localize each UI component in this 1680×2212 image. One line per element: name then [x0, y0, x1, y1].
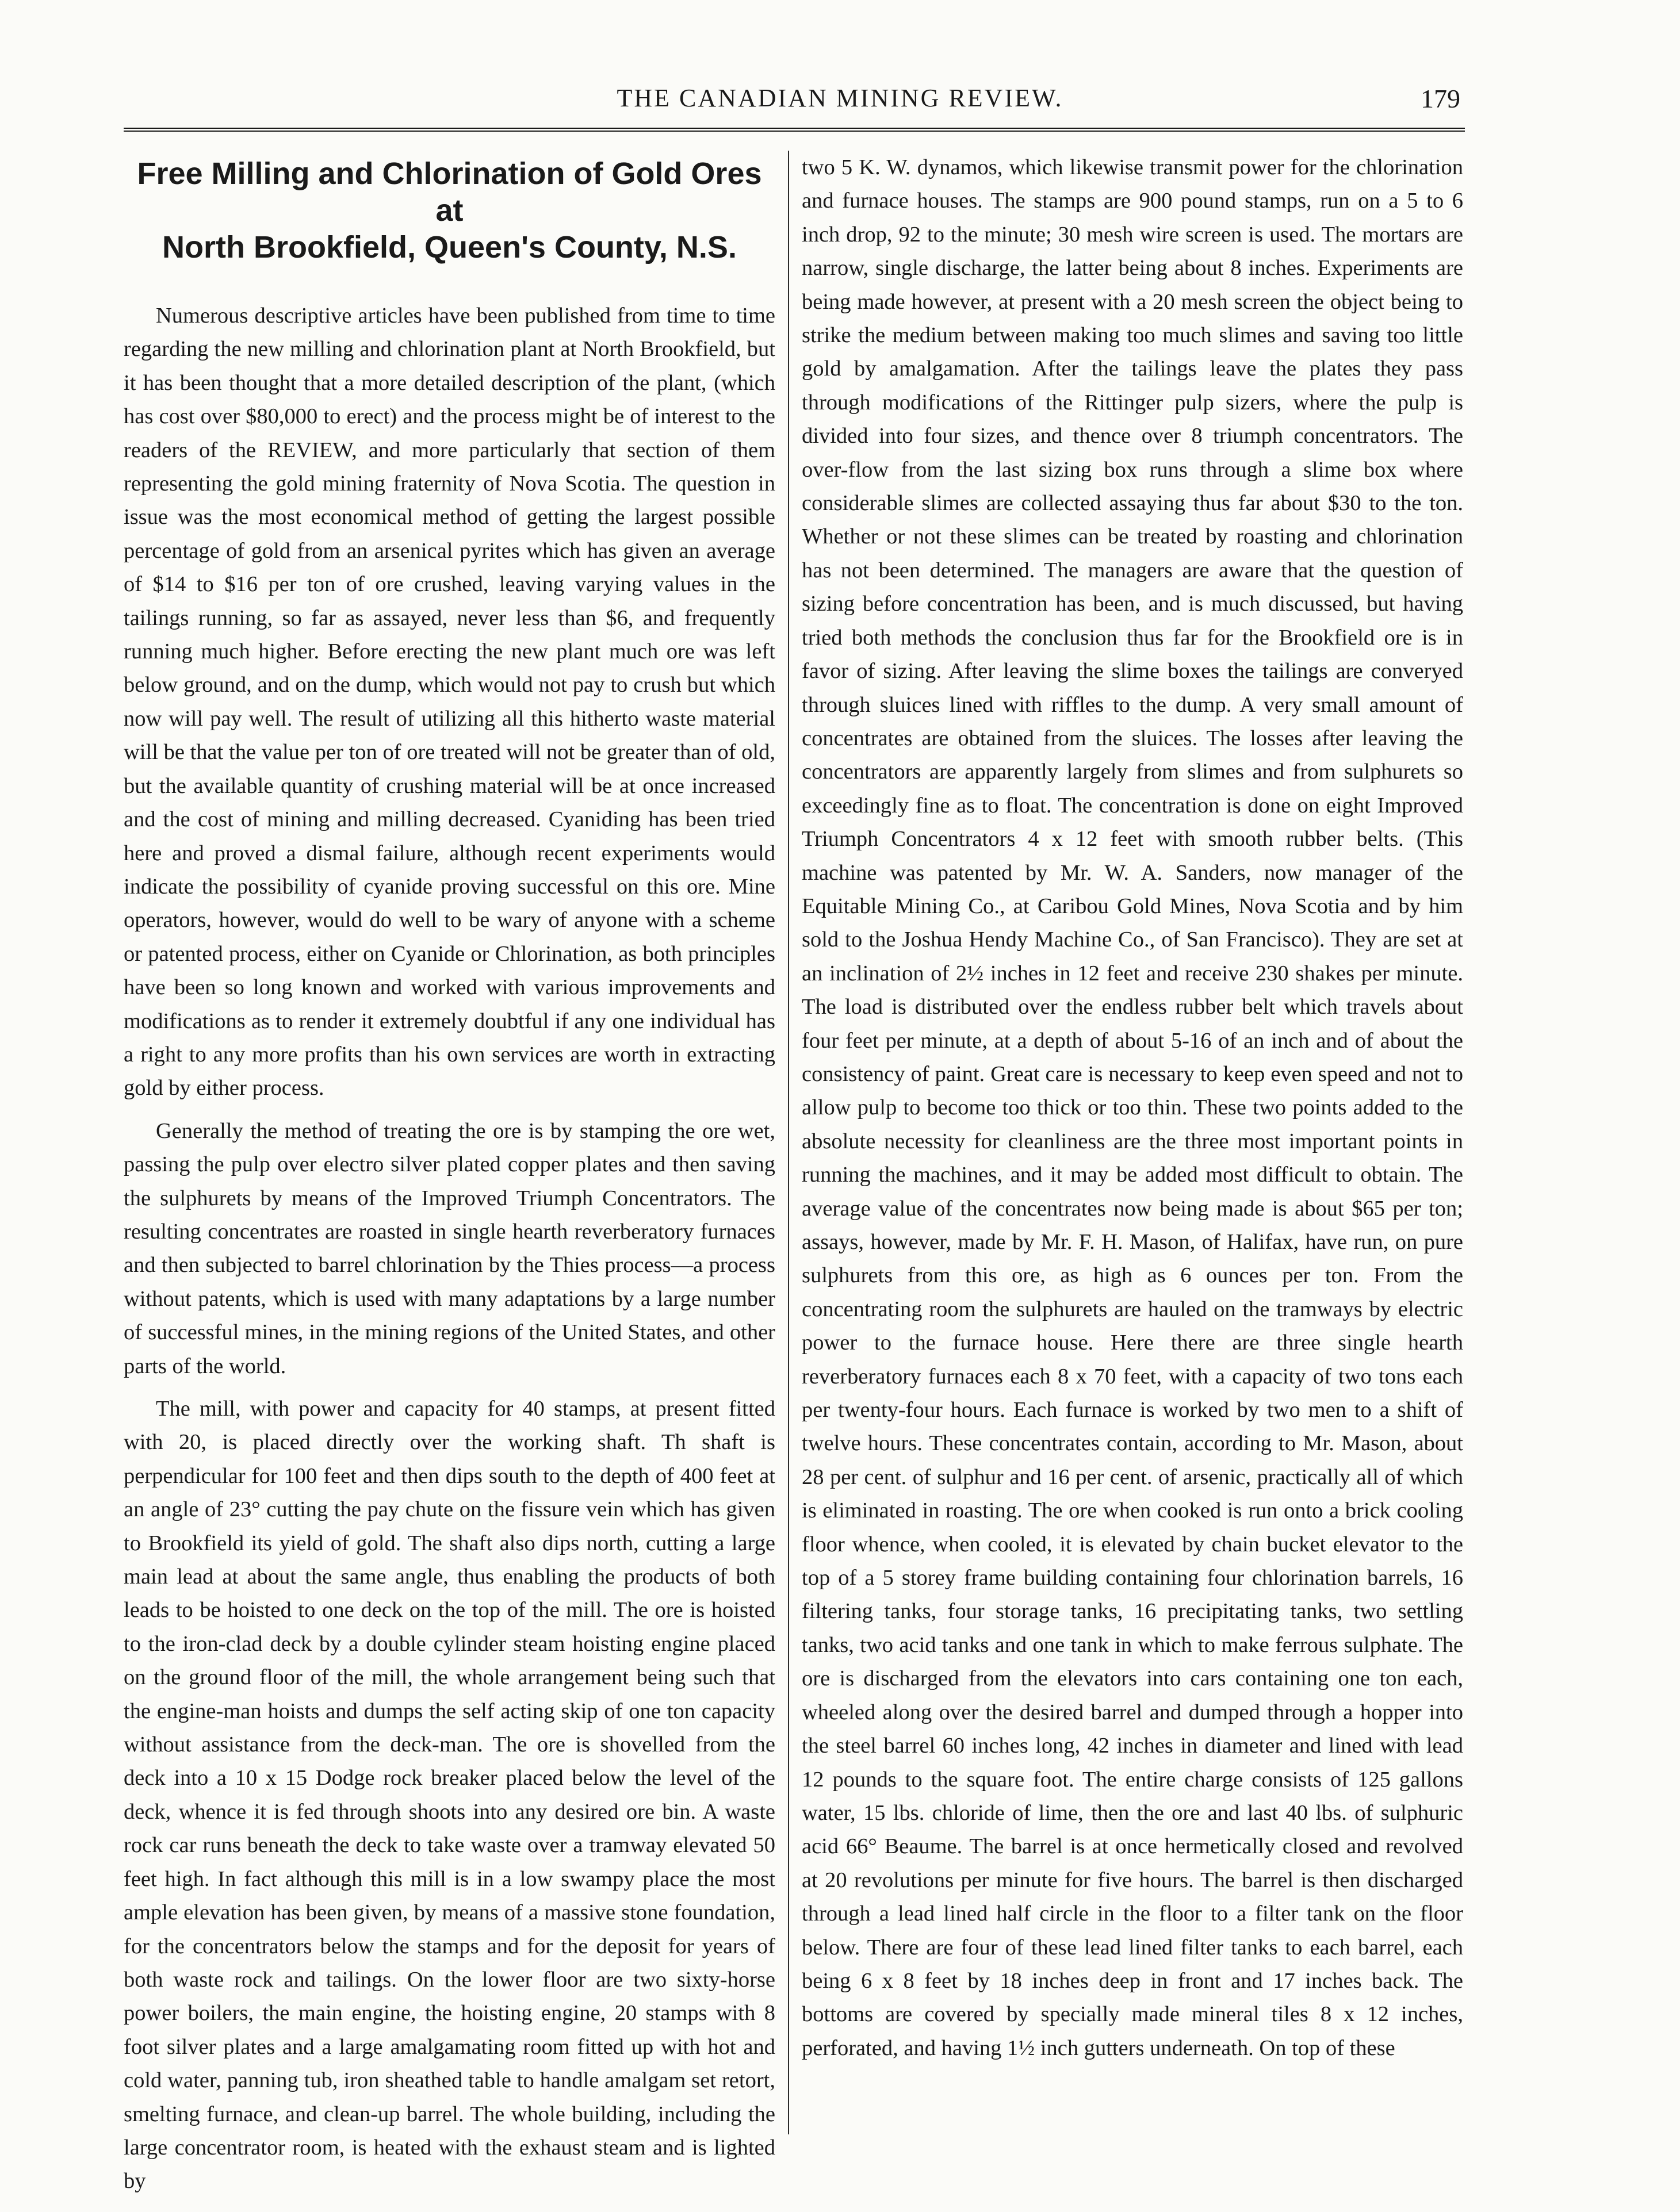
paragraph: Numerous descriptive articles have been published from time to time regarding the new milling and chlorination plant at North Brookfield, but it has been thought that a more detailed description of the plant, (which has cost over $80,000 to erect) and the process might be of interest to the readers of the REVIEW, and more particularly that section of them representing the gold mining fraternity of Nova Scotia. The question in issue was the most economical method of getting the largest possible percentage of gold from an arsenical pyrites which has given an average of $14 to $16 per ton of ore crushed, leaving varying values in the tailings running, so far as assayed, never less than $6, and frequently running much higher. Before erecting the new plant much ore was left below ground, and on the dump, which would not pay to crush but which now will pay well. The result of utilizing all this hitherto waste material will be that the value per ton of ore treated will not be greater than of old, but the available quantity of crushing material will be at once increased and the cost of mining and milling decreased. Cyaniding has been tried here and proved a dismal failure, although recent experiments would indicate the possibility of cyanide proving successful on this ore. Mine operators, however, would do well to be wary of anyone with a scheme or patented process, either on Cyanide or Chlorination, as both principles have been so long known and worked with various improvements and modifications as to render it extremely doubtful if any one individual has a right to any more profits than his own services are worth in extracting gold by either process.: [124, 304, 775, 1101]
article-title-line-1: Free Milling and Chlorination of Gold Ores at: [137, 156, 762, 228]
left-column: [124, 151, 775, 2207]
right-column: [802, 151, 1463, 2074]
paragraph-continued: two 5 K. W. dynamos, which likewise transmit power for the chlorination and furnace houses. The stamps are 900 pound stamps, run on a 5 to 6 inch drop, 92 to the minute; 30 mesh wire screen is used. The mortars are narrow, single discharge, the latter being about 8 inches. Experiments are being made however, at present with a 20 mesh screen the object being to strike the medium between making too much slimes and saving too little gold by amalgamation. After the tailings leave the plates they pass through modifications of the Rittinger pulp sizers, where the pulp is divided into four sizes, and thence over 8 triumph concentrators. The over-flow from the last sizing box runs through a slime box where considerable slimes are collected assaying thus far about $30 to the ton. Whether or not these slimes can be treated by roasting and chlorination has not been determined. The managers are aware that the question of sizing before concentration has been, and is much discussed, but having tried both methods the conclusion thus far for the Brookfield ore is in favor of sizing. After leaving the slime boxes the tailings are converyed through sluices lined with riffles to the dump. A very small amount of concentrates are obtained from the sluices. The losses after leaving the concentrators are apparently largely from slimes and from sulphurets so exceedingly fine as to float. The concentration is done on eight Improved Triumph Concentrators 4 x 12 feet with smooth rubber belts. (This machine was patented by Mr. W. A. Sanders, now manager of the Equitable Mining Co., at Caribou Gold Mines, Nova Scotia and by him sold to the Joshua Hendy Machine Co., of San Francisco). They are set at an inclination of 2½ inches in 12 feet and receive 230 shakes per minute. The load is distributed over the endless rubber belt which travels about four feet per minute, at a depth of about 5-16 of an inch and of about the consistency of paint. Great care is necessary to keep even speed and not to allow pulp to become too thick or too thin. These two points added to the absolute necessity for cleanliness are the three most important points in running the machines, and it may be added most difficult to obtain. The average value of the concentrates now being made is about $65 per ton; assays, however, made by Mr. F. H. Mason, of Halifax, have run, on pure sulphurets from this ore, as high as 6 ounces per ton. From the concentrating room the sulphurets are hauled on the tramways by electric power to the furnace house. Here there are three single hearth reverberatory furnaces each 8 x 70 feet, with a capacity of two tons each per twenty-four hours. Each furnace is worked by two men to a shift of twelve hours. These concentrates contain, according to Mr. Mason, about 28 per cent. of sulphur and 16 per cent. of arsenic, practically all of which is eliminated in roasting. The ore when cooked is run onto a brick cooling floor whence, when cooled, it is elevated by chain bucket elevator to the top of a 5 storey frame building containing four chlorination barrels, 16 filtering tanks, four storage tanks, 16 precipitating tanks, two settling tanks, two acid tanks and one tank in which to make ferrous sulphate. The ore is discharged from the elevators into cars containing one ton each, wheeled along over the desired barrel and dumped through a hopper into the steel barrel 60 inches long, 42 inches in diameter and lined with lead 12 pounds to the square foot. The entire charge consists of 125 gallons water, 15 lbs. chloride of lime, then the ore and last 40 lbs. of sulphuric acid 66° Beaume. The barrel is at once hermetically closed and revolved at 20 revolutions per minute for five hours. The barrel is then discharged through a lead lined half circle in the floor to a filter tank on the floor below. There are four of these lead lined filter tanks to each barrel, each being 6 x 8 feet by 18 inches deep in front and 17 inches back. The bottoms are covered by specially made mineral tiles 8 x 12 inches, perforated, and having 1½ inch gutters underneath. On top of these: [802, 155, 1463, 2060]
running-title: THE CANADIAN MINING REVIEW.: [617, 84, 1063, 112]
article-title-line-2: North Brookfield, Queen's County, N.S.: [162, 230, 737, 264]
column-divider: [788, 151, 789, 2134]
page-number: 179: [1421, 84, 1460, 113]
paragraph: Generally the method of treating the ore is by stamping the ore wet, passing the pulp over electro silver plated copper plates and then saving the sulphurets by means of the Improved Triumph Concentrators. The resulting concentrates are roasted in single hearth reverberatory furnaces and then subjected to barrel chlorination by the Thies process—a process without patents, which is used with many adaptations by a large number of successful mines, in the mining regions of the United States, and other parts of the world.: [124, 1118, 775, 1378]
article-title: [124, 155, 775, 266]
header-rule: [124, 128, 1465, 132]
paragraph: The mill, with power and capacity for 40 stamps, at present fitted with 20, is placed directly over the working shaft. Th shaft is perpendicular for 100 feet and then dips south to the depth of 400 feet at an angle of 23° cutting the pay chute on the fissure vein which has given to Brookfield its yield of gold. The shaft also dips north, cutting a large main lead at about the same angle, thus enabling the products of both leads to be hoisted to one deck on the top of the mill. The ore is hoisted to the iron-clad deck by a double cylinder steam hoisting engine placed on the ground floor of the mill, the whole arrangement being such that the engine-man hoists and dumps the self acting skip of one ton capacity without assistance from the deck-man. The ore is shovelled from the deck into a 10 x 15 Dodge rock breaker placed below the level of the deck, whence it is fed through shoots into any desired ore bin. A waste rock car runs beneath the deck to take waste over a tramway elevated 50 feet high. In fact although this mill is in a low swampy place the most ample elevation has been given, by means of a massive stone foundation, for the concentrators below the stamps and for the deposit for years of both waste rock and tailings. On the lower floor are two sixty-horse power boilers, the main engine, the hoisting engine, 20 stamps with 8 foot silver plates and a large amalgamating room fitted up with hot and cold water, panning tub, iron sheathed table to handle amalgam set retort, smelting furnace, and clean-up barrel. The whole building, including the large concentrator room, is heated with the exhaust steam and is lighted by: [124, 1397, 775, 2194]
running-header: [0, 83, 1680, 124]
